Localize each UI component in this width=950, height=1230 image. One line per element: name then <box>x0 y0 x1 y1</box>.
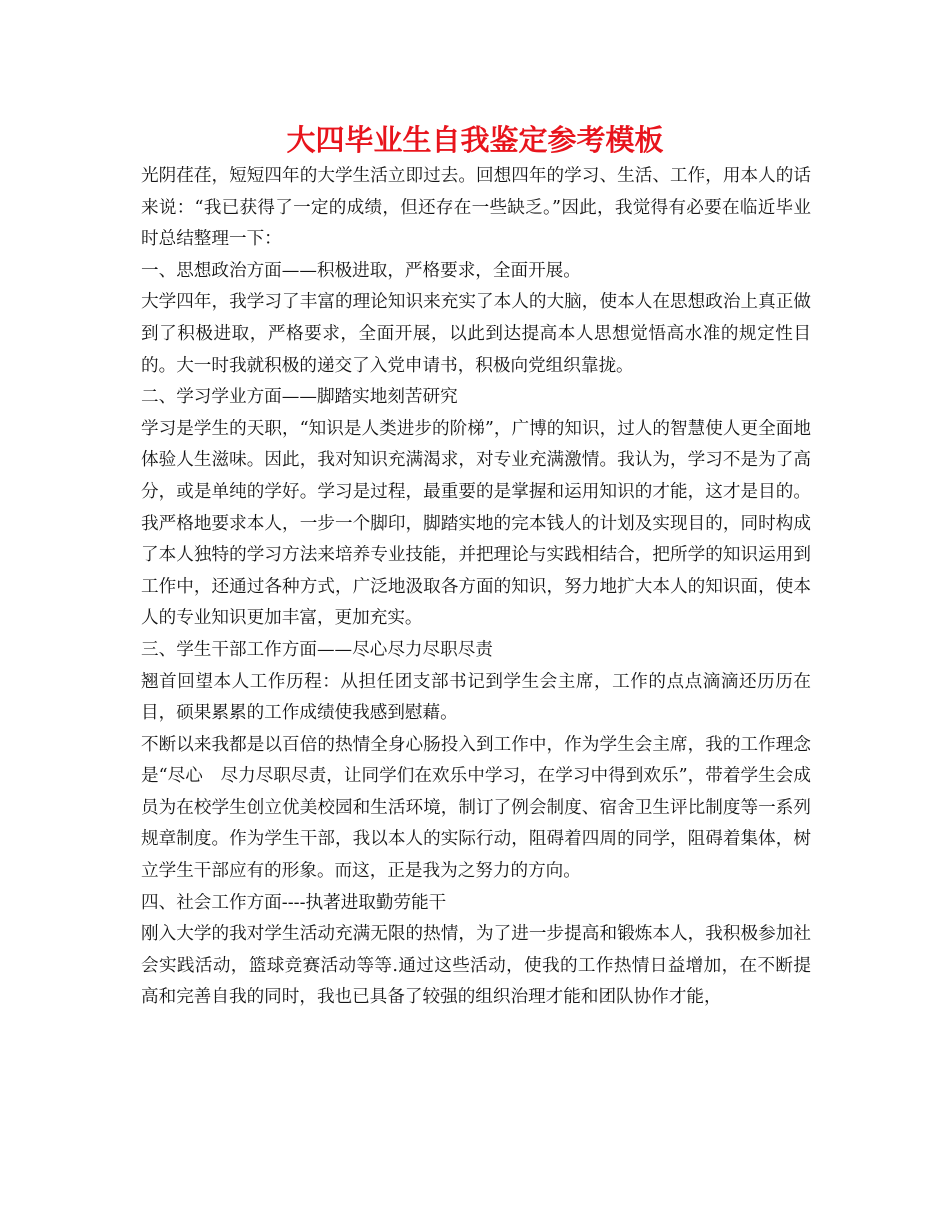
intro-paragraph: 光阴荏荏，短短四年的大学生活立即过去。回想四年的学习、生活、工作，用本人的话来说：“我已获得了一定的成绩，但还存在一些缺乏。”因此，我觉得有必要在临近毕业时总结整理一下： <box>141 166 811 250</box>
section-heading-social: 四、社会工作方面----执著进取勤劳能干 <box>141 892 447 913</box>
study-paragraph: 学习是学生的天职，“知识是人类进步的阶梯”，广博的知识，过人的智慧使人更全面地体验人生滋味。因此，我对知识充满渴求，对专业充满激情。我认为，学习不是为了高分，或是单纯的学好。学习是过程，最重要的是掌握和运用知识的才能，这才是目的。我严格地要求本人，一步一个脚印，脚踏实地的完本钱人的计划及实现目的，同时构成了本人独特的学习方法来培养专业技能，并把理论与实践相结合，把所学的知识运用到工作中，还通过各种方式，广泛地汲取各方面的知识，努力地扩大本人的知识面，使本人的专业知识更加丰富，更加充实。 <box>141 418 811 629</box>
social-paragraph: 刚入大学的我对学生活动充满无限的热情，为了进一步提高和锻炼本人，我积极参加社会实践活动，篮球竞赛活动等等.通过这些活动，使我的工作热情日益增加，在不断提高和完善自我的同时，我也已具备了较强的组织治理才能和团队协作才能， <box>141 924 811 1008</box>
document-title: 大四毕业生自我鉴定参考模板 <box>286 123 664 157</box>
cadre-paragraph-2: 不断以来我都是以百倍的热情全身心肠投入到工作中，作为学生会主席，我的工作理念是“尽心 尽力尽职尽责，让同学们在欢乐中学习，在学习中得到欢乐”，带着学生会成员为在校学生创立优美校园和生活环境，制订了例会制度、宿舍卫生评比制度等一系列规章制度。作为学生干部，我以本人的实际行动，阻碍着四周的同学，阻碍着集体，树立学生干部应有的形象。而这，正是我为之努力的方向。 <box>141 734 811 882</box>
section-heading-cadre: 三、学生干部工作方面——尽心尽力尽职尽责 <box>141 639 493 660</box>
section-heading-politics: 一、思想政治方面——积极进取，严格要求，全面开展。 <box>141 260 581 281</box>
document-body <box>141 161 811 1014</box>
cadre-paragraph-1: 翘首回望本人工作历程：从担任团支部书记到学生会主席，工作的点点滴滴还历历在目，硕果累累的工作成绩使我感到慰藉。 <box>141 671 811 724</box>
section-heading-study: 二、学习学业方面——脚踏实地刻苦研究 <box>141 387 458 408</box>
politics-paragraph: 大学四年，我学习了丰富的理论知识来充实了本人的大脑，使本人在思想政治上真正做到了积极进取，严格要求，全面开展，以此到达提高本人思想觉悟高水准的规定性目的。大一时我就积极的递交了入党申请书，积极向党组织靠拢。 <box>141 292 811 376</box>
